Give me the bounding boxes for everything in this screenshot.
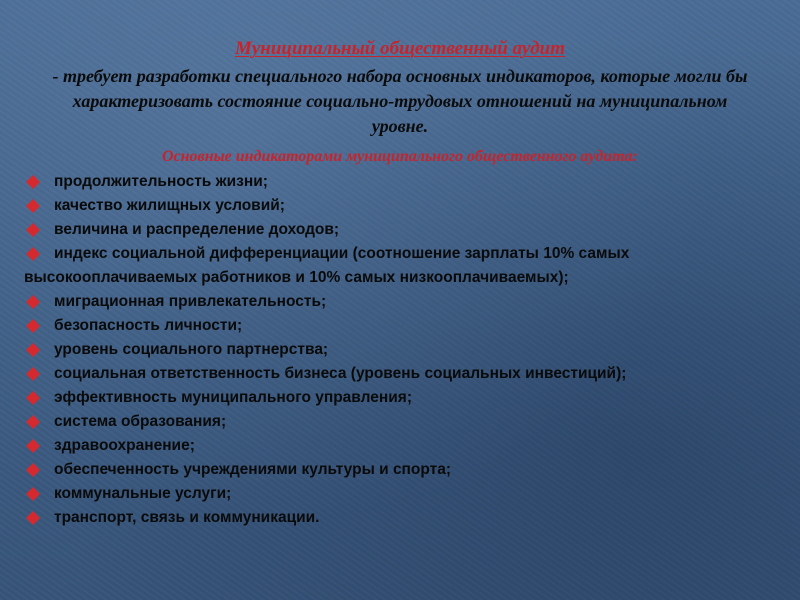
list-item-text: качество жилищных условий;	[54, 197, 285, 214]
red-diamond-icon	[26, 343, 40, 357]
list-item-text: безопасность личности;	[54, 317, 243, 334]
red-diamond-icon	[26, 415, 40, 429]
red-diamond-icon	[26, 223, 40, 237]
section-heading: Основные индикаторами муниципального общественного аудита:	[162, 148, 638, 165]
red-diamond-icon	[26, 487, 40, 501]
list-item	[24, 338, 779, 362]
red-diamond-icon	[26, 439, 40, 453]
list-item	[24, 218, 779, 242]
list-item-text: транспорт, связь и коммуникации.	[54, 509, 320, 526]
red-diamond-icon	[26, 511, 40, 525]
list-item	[24, 170, 779, 194]
list-item	[24, 314, 779, 338]
indicator-list	[24, 170, 779, 530]
list-item-text: индекс социальной дифференциации (соотношение зарплаты 10% самых высокооплачиваемых работников и 10% самых низкооплачиваемых);	[24, 245, 630, 286]
list-item-text: социальная ответственность бизнеса (уровень социальных инвестиций);	[54, 365, 627, 382]
red-diamond-icon	[26, 367, 40, 381]
list-item	[24, 410, 779, 434]
list-item-text: уровень социального партнерства;	[54, 341, 329, 358]
red-diamond-icon	[26, 175, 40, 189]
list-item	[24, 434, 779, 458]
red-diamond-icon	[26, 391, 40, 405]
list-item-text: миграционная привлекательность;	[54, 293, 327, 310]
list-item	[24, 362, 779, 386]
list-item-text: система образования;	[54, 413, 227, 430]
red-diamond-icon	[26, 319, 40, 333]
list-item-text: здравоохранение;	[54, 437, 195, 454]
list-item	[24, 458, 779, 482]
list-item	[24, 242, 779, 290]
slide-subtitle: - требует разработки специального набора основных индикаторов, которые могли бы характеризовать состояние социально-трудовых отношений на муниципальном уровне.	[52, 66, 748, 136]
red-diamond-icon	[26, 295, 40, 309]
red-diamond-icon	[26, 247, 40, 261]
list-item	[24, 386, 779, 410]
red-diamond-icon	[26, 199, 40, 213]
list-item-text: эффективность муниципального управления;	[54, 389, 412, 406]
list-item	[24, 482, 779, 506]
red-diamond-icon	[26, 463, 40, 477]
list-item-text: коммунальные услуги;	[54, 485, 232, 502]
list-item	[24, 506, 779, 530]
list-item-text: величина и распределение доходов;	[54, 221, 340, 238]
slide-title: Муниципальный общественный аудит	[234, 38, 565, 59]
list-item-text: продолжительность жизни;	[54, 173, 268, 190]
list-item	[24, 290, 779, 314]
list-item	[24, 194, 779, 218]
list-item-text: обеспеченность учреждениями культуры и спорта;	[54, 461, 452, 478]
